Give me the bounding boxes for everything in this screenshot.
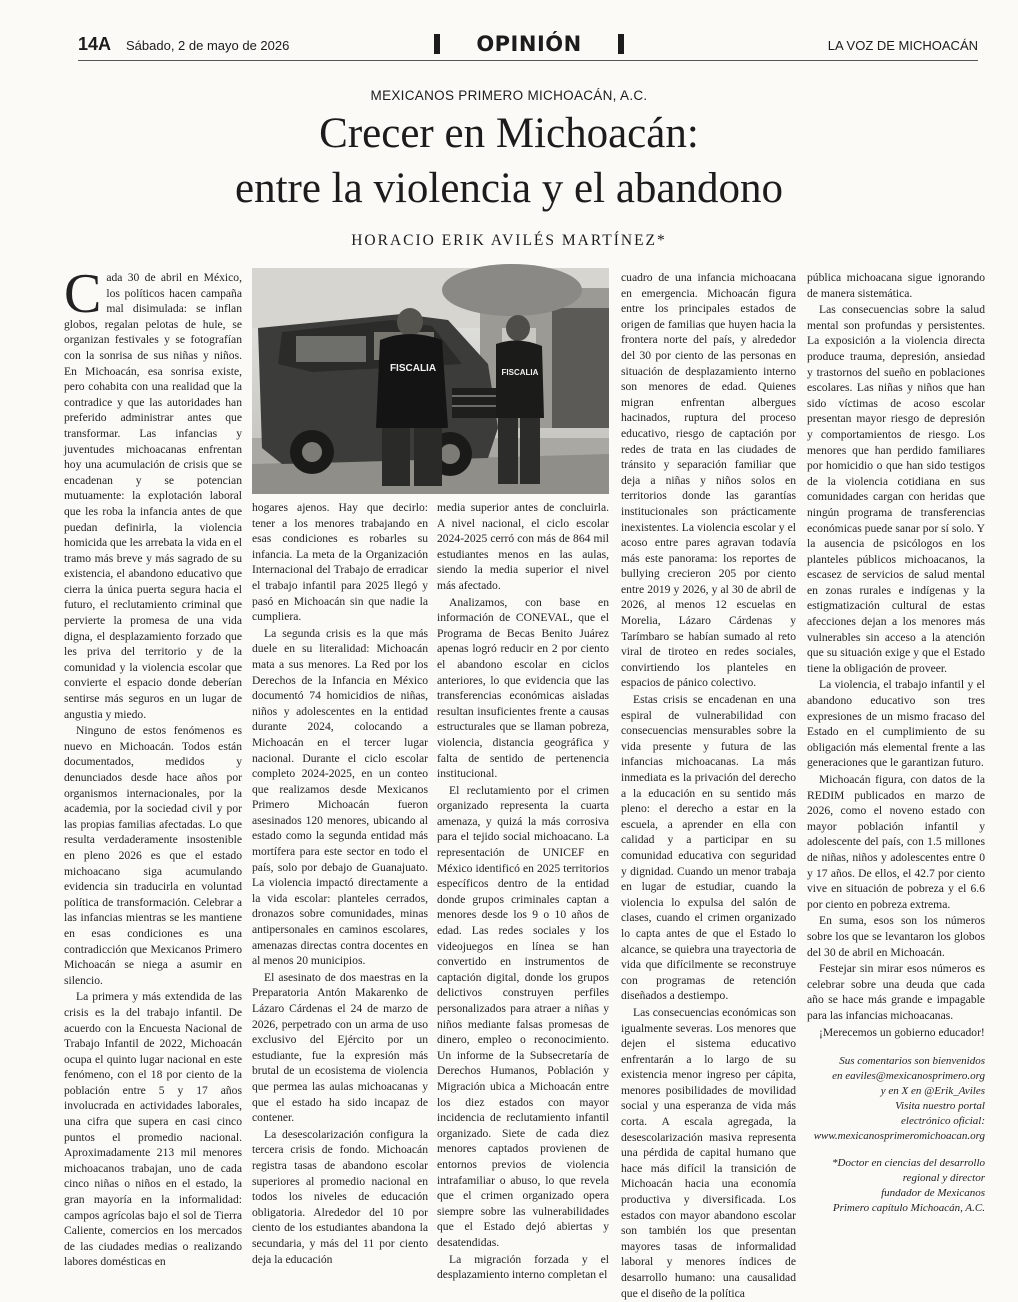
article-kicker: MEXICANOS PRIMERO MICHOACÁN, A.C. (370, 88, 648, 103)
vest-label-right: FISCALIA (501, 368, 539, 377)
paragraph: Analizamos, con base en información de CONEVAL, que el Programa de Becas Benito Juárez apenas logró reducir en 2 por ciento el abandono escolar en ciclos anteriores, lo que evidencia que las transferencias económicas aisladas resultan insuficientes frente a causas estructurales que se llaman pobreza, violencia, distancia geográfica y falta de sentido de pertenencia institucional. (437, 595, 609, 781)
column-2 (252, 500, 428, 1268)
paragraph: cuadro de una infancia michoacana en emergencia. Michoacán figura entre los principales estados de origen de familias que huyen hacia la frontera norte del país, y alrededor del 30 por ciento de las personas en situación de desplazamiento interno son menores de edad. Quienes migran enfrentan albergues hacinados, ruptura del proceso educativo, riesgo de captación por redes de trata en las ciudades de tránsito y separación familiar que deja a niñas y niños solos en territorios donde las garantías institucionales son prácticamente inexistentes. La violencia escolar y el acoso entre pares agravan todavía más este panorama: los reportes de bullying crecieron 205 por ciento entre 2019 y 2026, y al 30 de abril de 2026, al menos 12 escuelas en Morelia, Lázaro Cárdenas y Tarímbaro se habían sumado al reto viral de tiroteo en redes sociales, convirtiendo los planteles en espacios de pánico colectivo. (621, 271, 796, 690)
header-rule (78, 60, 978, 61)
headline-line-2: entre la violencia y el abandono (234, 165, 784, 212)
contact-handle: y en X en @Erik_Aviles (880, 1085, 985, 1098)
paragraph: La primera y más extendida de las crisis es la del trabajo infantil. De acuerdo con la Encuesta Nacional de Trabajo Infantil de 2022, Michoacán ocupa el quinto lugar nacional en este fenómeno, con el 18 por ciento de la población entre 5 y 17 años involucrada en actividades laborales, una cifra que supera en casi cinco puntos el promedio nacional. Aproximadamente 213 mil menores michoacanos trabajan, uno de cada cinco niñas o niños en el estado, la gran mayoría en la informalidad: campos agrícolas bajo el sol de Tierra Caliente, comercios en los mercados de las ciudades medias o realizando labores domésticas en (64, 990, 242, 1269)
section-bar-right (618, 34, 624, 54)
author-bio (807, 1156, 985, 1216)
column-3 (437, 500, 609, 1284)
contact-line: Visita nuestro portal (895, 1100, 985, 1113)
section-title (434, 30, 624, 58)
author-bio-line: fundador de Mexicanos (881, 1187, 985, 1200)
contact-line: electrónico oficial: (901, 1115, 985, 1128)
column-4 (621, 270, 796, 1302)
paragraph: Ninguno de estos fenómenos es nuevo en Michoacán. Todos están documentados, medidos y denunciados desde hace años por organismos internacionales, por la academia, por la sociedad civil y por las propias familias afectadas. Lo que resulta verdaderamente insostenible en pleno 2026 es que el estado michoacano siga acumulando evidencia sin traducirla en voluntad política de transformación. Celebrar a las infancias mientras se les mantiene en esas condiciones es una contradicción que Mexicanos Primero Michoacán se niega a asumir en silencio. (64, 724, 242, 987)
paragraph: Estas crisis se encadenan en una espiral de vulnerabilidad con consecuencias mensurables sobre la vida presente y futura de las infancias michoacanas. La más inmediata es la privación del derecho a la educación en su sentido más pleno: el derecho a estar en la escuela, a aprender en ella con calidad y a participar en su comunidad educativa con seguridad y dignidad. Cuando un menor trabaja en lugar de estudiar, cuando la violencia lo expulsa del salón de clases, cuando el crimen organizado lo capta antes de que el Estado lo alcance, se quiebra una trayectoria de vida que difícilmente se reconstruye con programas de retención diseñados a destiempo. (621, 693, 796, 1003)
contact-email: en eaviles@mexicanosprimero.org (832, 1070, 985, 1083)
drop-cap: C (64, 263, 102, 325)
paragraph: Michoacán figura, con datos de la REDIM publicados en marzo de 2026, como el noveno estado con mayor población infantil y adolescente del país, con 1.5 millones de niñas, niños y adolescentes entre 0 y 17 años. De ellos, el 42.7 por ciento vive en situación de pobreza y el 6.6 por ciento en pobreza extrema. (807, 773, 985, 911)
author-bio-line: Primero capítulo Michoacán, A.C. (832, 1202, 985, 1215)
paragraph: La desescolarización configura la tercera crisis de fondo. Michoacán registra tasas de abandono escolar superiores al promedio nacional en todos los niveles de educación obligatoria. Alrededor del 10 por ciento de los estudiantes abandona la secundaria, y más del 11 por ciento deja la educación (252, 1127, 428, 1266)
paragraph: ¡Merecemos un gobierno educador! (819, 1025, 985, 1039)
paragraph: La violencia, el trabajo infantil y el abandono educativo son tres expresiones de un mismo fracaso del Estado en el cumplimiento de su obligación más elemental frente a las generaciones que le garantizan futuro. (807, 678, 985, 770)
section-label: OPINIÓN (476, 32, 582, 56)
paragraph: El asesinato de dos maestras en la Preparatoria Antón Makarenko de Lázaro Cárdenas el 24 de marzo de 2026, perpetrado con un arma de uso exclusivo del Ejército por un estudiante, fue la expresión más brutal de un ecosistema de violencia que permea las aulas michoacanas y que el estado ha sido incapaz de contener. (252, 970, 428, 1125)
paragraph: Festejar sin mirar esos números es celebrar sobre una deuda que cada año se hace más grande e impagable para las infancias michoacanas. (807, 962, 985, 1022)
article-photo (252, 268, 609, 494)
paragraph: La migración forzada y el desplazamiento interno completan el (437, 1252, 609, 1282)
vest-label-left: FISCALIA (389, 363, 437, 374)
paragraph: Las consecuencias sobre la salud mental son profundas y persistentes. La exposición a la violencia directa produce trauma, depresión, ansiedad y trastornos del sueño en poblaciones escolares. Las niñas y niños que han sido víctimas de acoso escolar presentan mayor riesgo de depresión y comportamientos de riesgo. Los menores que han perdido familiares por homicidio o que han sido testigos de la violencia cotidiana en sus comunidades cargan con heridas que ningún programa de transferencias económicas puede sanar por sí solo. Y la ausencia de psicólogos en los planteles públicos michoacanos, la escasez de servicios de salud mental en zonas rurales e indígenas y la estigmatización cultural de estas afecciones dejan a los menores más vulnerables sin acceso a la atención que su situación exige y que el Estado tiene la obligación de proveer. (807, 303, 985, 675)
article-byline: HORACIO ERIK AVILÉS MARTÍNEZ* (351, 232, 667, 249)
page-header (58, 30, 978, 58)
issue-date: Sábado, 2 de mayo de 2026 (126, 38, 290, 53)
paragraph: hogares ajenos. Hay que decirlo: tener a los menores trabajando en esas condiciones es robarles su infancia. La meta de la Organización Internacional del Trabajo de erradicar el trabajo infantil para 2025 llegó y pasó en Michoacán sin que nadie la cumpliera. (252, 501, 428, 624)
column-1 (64, 263, 243, 1271)
contact-website: www.mexicanosprimeromichoacan.org (813, 1130, 985, 1143)
paragraph: Las consecuencias económicas son igualmente severas. Los menores que dejen el sistema educativo enfrentarán a lo largo de su existencia menor ingreso per cápita, menores posibilidades de movilidad social y una esperanza de vida más corta. A escala agregada, la desescolarización masiva representa una pérdida de capital humano que hace más difícil la transición de Michoacán hacia una economía productiva y diversificada. Los estados con mayor abandono escolar son también los que presentan mayores tasas de informalidad laboral y menores índices de desarrollo humano: una causalidad que el diseño de la política (621, 1005, 796, 1300)
paragraph: media superior antes de concluirla. A nivel nacional, el ciclo escolar 2024-2025 cerró con más de 864 mil estudiantes menos en las aulas, siendo la media superior el nivel más afectado. (437, 501, 609, 592)
paragraph: La segunda crisis es la que más duele en su literalidad: Michoacán mata a sus menores. La Red por los Derechos de la Infancia en México documentó 74 homicidios de niñas, niños y adolescentes en la entidad durante 2024, colocando a Michoacán en el tercer lugar nacional. Durante el ciclo escolar completo 2024-2025, en un conteo que realizamos desde Mexicanos Primero Michoacán fueron asesinados 120 menores, ubicando al estado como la segunda entidad más mortífera para este sector en todo el país, solo por debajo de Guanajuato. La violencia impactó directamente a la vida escolar: planteles cerrados, dronazos sobre comunidades, minas antipersonales en caminos escolares, amenazas directas contra docentes en al menos 20 municipios. (252, 626, 428, 968)
newspaper-name: LA VOZ DE MICHOACÁN (827, 38, 978, 53)
article-headline (0, 106, 1018, 216)
contact-line: Sus comentarios son bienvenidos (839, 1055, 985, 1068)
section-bar-left (434, 34, 440, 54)
author-bio-line: regional y director (902, 1172, 985, 1185)
paragraph: En suma, esos son los números sobre los que se levantaron los globos del 30 de abril en Michoacán. (807, 914, 985, 959)
paragraph: pública michoacana sigue ignorando de manera sistemática. (807, 271, 985, 300)
page-number: 14A (78, 34, 112, 54)
lead-paragraph (64, 263, 243, 722)
lead-text: ada 30 de abril en México, los políticos hacen campaña mal disimulada: se inflan globos, regalan pelotas de hule, se organizan festivales y se fotografían con la sonrisa de sus niñas y niños. En Michoacán, esa sonrisa existe, pero cohabita con una realidad que la contradice y que las autoridades han preferido administrar antes que transformar. Las infancias y juventudes michoacanas enfrentan hoy una acumulación de crisis que se encadenan y se potencian mutuamente: la explotación laboral que les roba la infancia antes de que puedan definirla, la violencia homicida que les arrebata la vida en el tramo más breve y más sagrado de su existencia, el abandono educativo que cierra la única puerta segura hacia el futuro, el reclutamiento criminal que pervierte la promesa de una vida digna, el desplazamiento forzado que les priva del territorio y de la comunidad y la violencia escolar que convierte el espacio donde deberían sentirse más seguros en un lugar de angustia y miedo. (64, 271, 243, 721)
headline-line-1: Crecer en Michoacán: (319, 110, 699, 157)
contact-footer (807, 1054, 985, 1144)
photo-illustration (252, 268, 609, 494)
paragraph: El reclutamiento por el crimen organizado representa la cuarta amenaza, y quizá la más corrosiva para el tejido social michoacano. La representación de UNICEF en México identificó en 2025 territorios específicos dentro de la entidad donde grupos criminales captan a menores desde los 9 o 10 años de edad. Las redes sociales y los videojuegos en línea se han convertido en instrumentos de captación digital, donde los grupos delictivos construyen perfiles personalizados para atraer a niñas y niños mediante falsas promesas de dinero, empleo o reconocimiento. Un informe de la Subsecretaría de Derechos Humanos, Población y Migración ubica a Michoacán entre los diez estados con mayor incidencia de reclutamiento infantil organizado. Siete de cada diez menores captados provienen de entornos previos de violencia intrafamiliar o abuso, lo que revela que el crimen organizado opera siempre sobre las vulnerabilidades que el Estado dejó abiertas y desatendidas. (437, 783, 609, 1249)
column-5 (807, 270, 985, 1216)
author-bio-line: *Doctor en ciencias del desarrollo (832, 1157, 985, 1170)
